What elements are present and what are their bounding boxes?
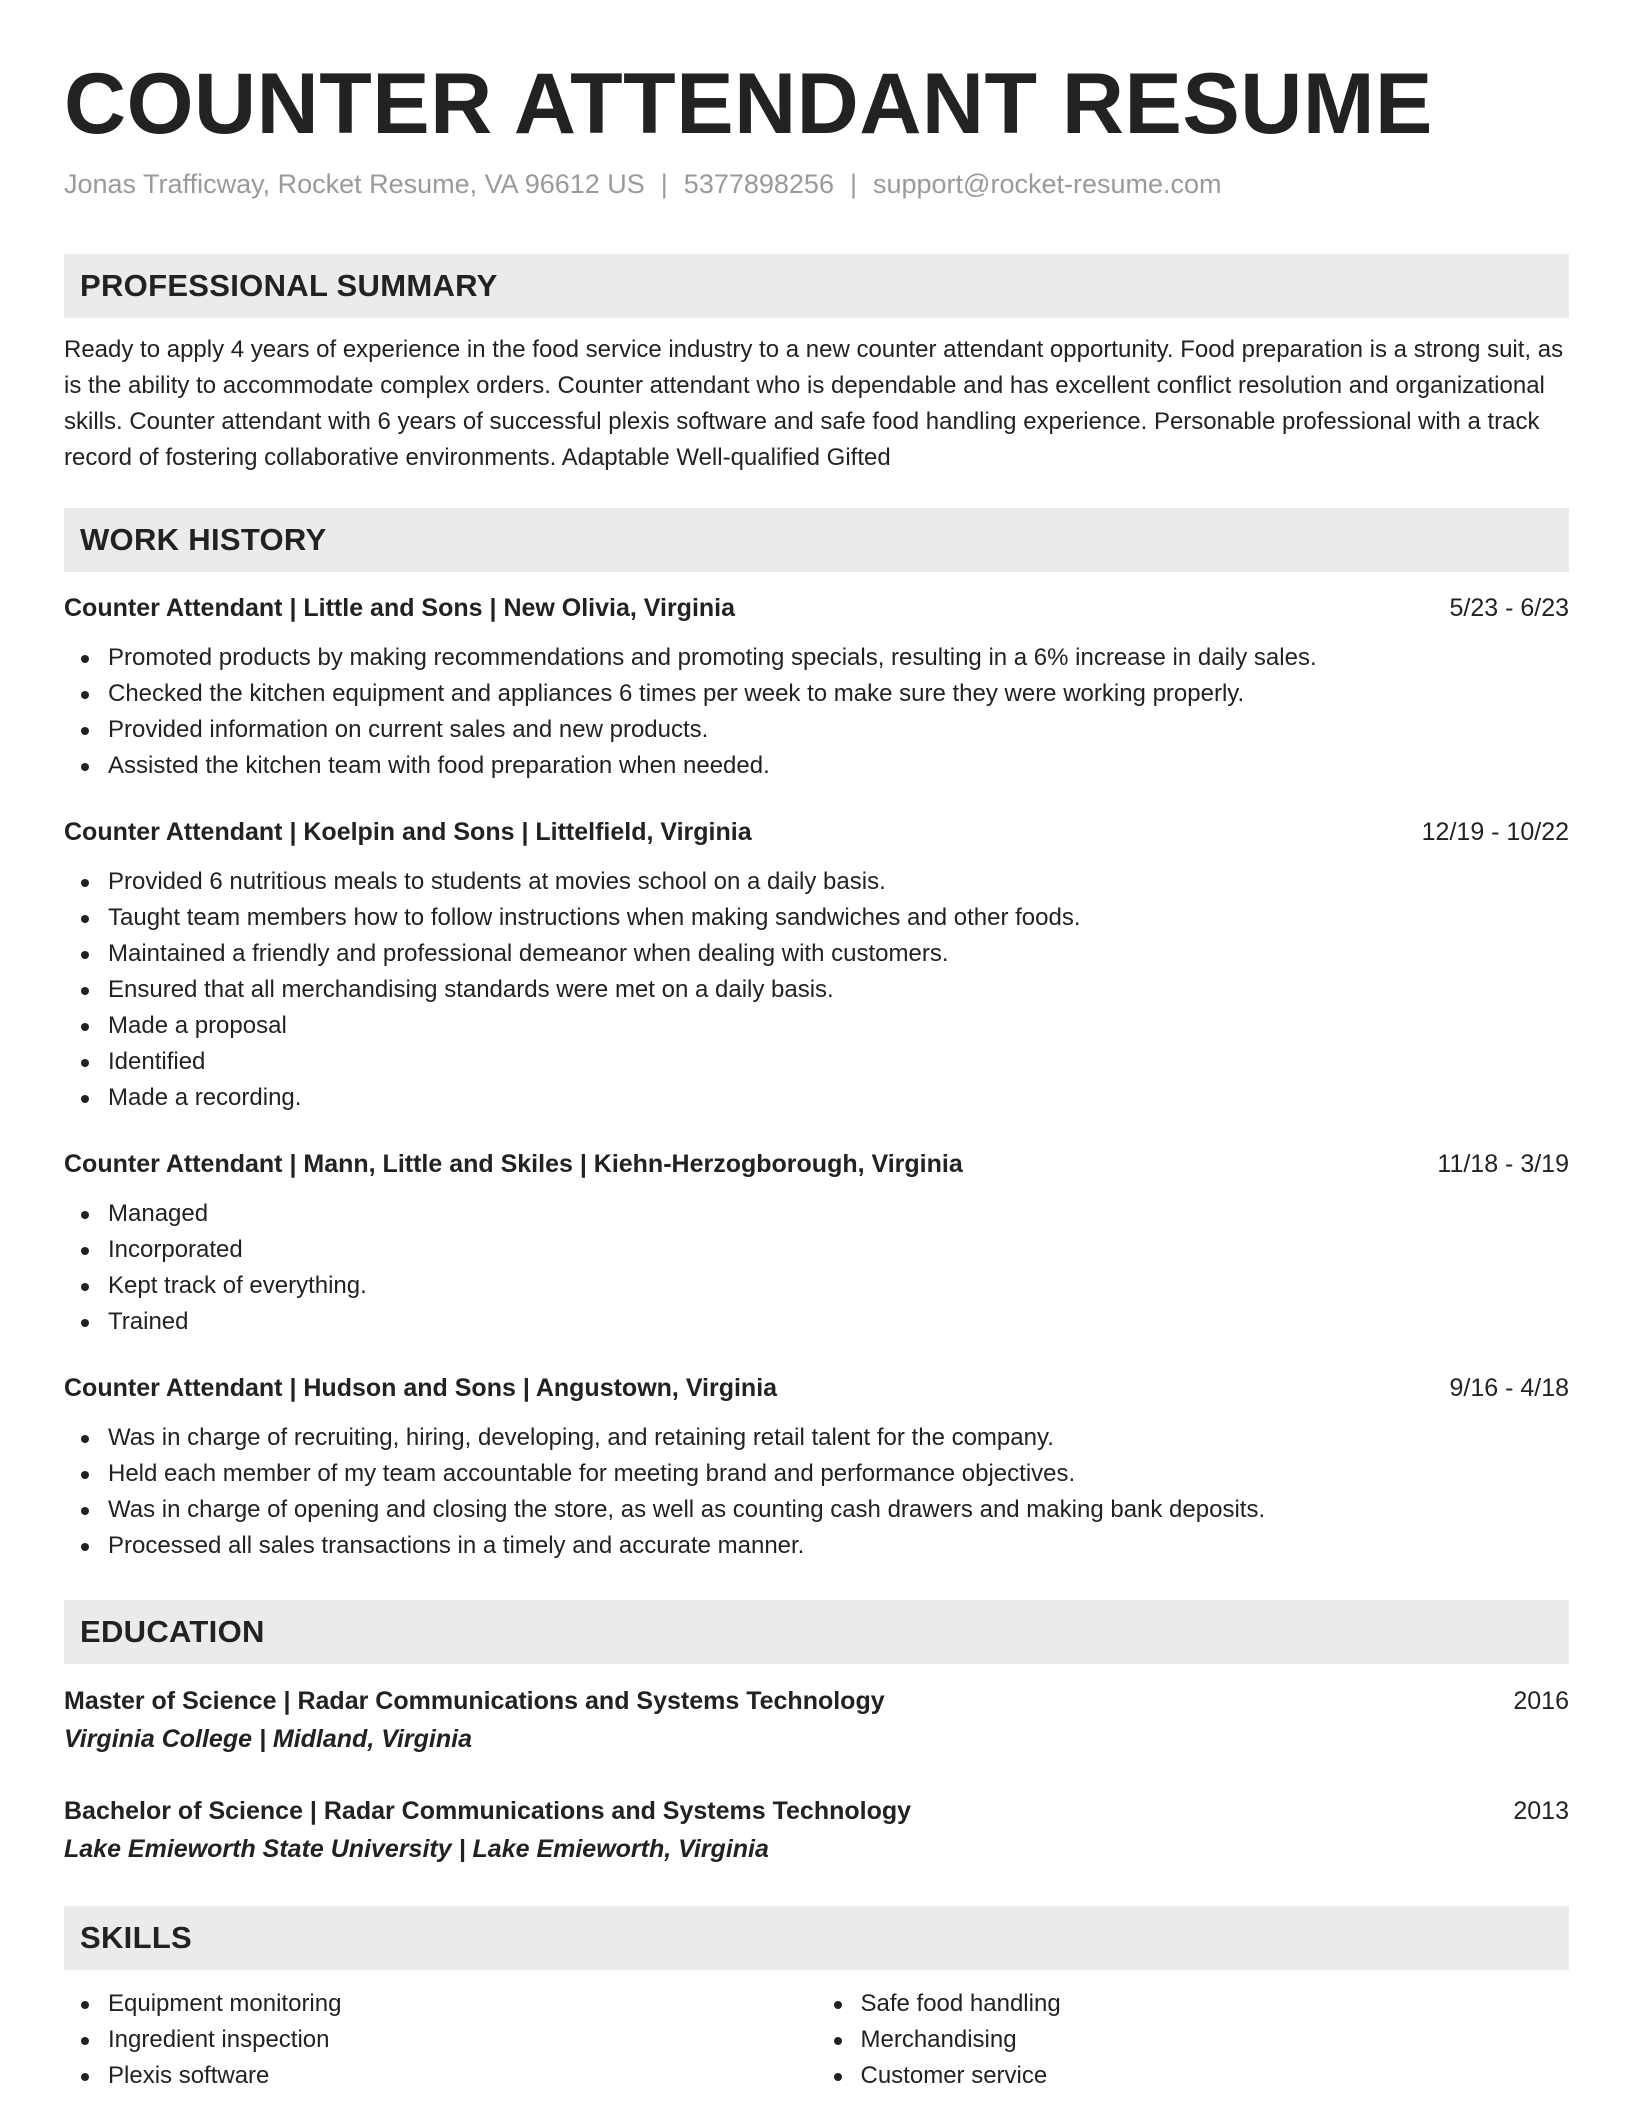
contact-separator: |: [849, 169, 857, 199]
job-bullets: [64, 1420, 1569, 1564]
job-bullet: Assisted the kitchen team with food preparation when needed.: [108, 748, 1569, 784]
job-bullet: Identified: [108, 1044, 1569, 1080]
skills-list-left: [64, 1986, 817, 2094]
job-bullet: Ensured that all merchandising standards were met on a daily basis.: [108, 972, 1569, 1008]
education-section: [64, 1600, 1569, 1868]
job-bullet: Provided 6 nutritious meals to students at movies school on a daily basis.: [108, 864, 1569, 900]
skill-item: Merchandising: [861, 2022, 1570, 2058]
education-entry: [64, 1792, 1569, 1868]
skills-columns: [64, 1986, 1569, 2094]
skill-item: Equipment monitoring: [108, 1986, 817, 2022]
section-header-skills: SKILLS: [64, 1906, 1569, 1970]
contact-line: [64, 166, 1569, 202]
job-bullet: Was in charge of opening and closing the store, as well as counting cash drawers and making bank deposits.: [108, 1492, 1569, 1528]
job-bullet: Checked the kitchen equipment and appliances 6 times per week to make sure they were working properly.: [108, 676, 1569, 712]
skills-section: [64, 1906, 1569, 2094]
job-entry: [64, 814, 1569, 1116]
contact-email: support@rocket-resume.com: [872, 169, 1222, 199]
job-dates: 9/16 - 4/18: [1449, 1374, 1569, 1402]
job-header: [64, 814, 1569, 850]
education-year: 2013: [1513, 1797, 1569, 1825]
job-bullets: [64, 864, 1569, 1116]
education-school: Virginia College | Midland, Virginia: [64, 1725, 472, 1753]
job-dates: 5/23 - 6/23: [1449, 594, 1569, 622]
job-bullet: Trained: [108, 1304, 1569, 1340]
contact-phone: 5377898256: [683, 169, 834, 199]
job-bullet: Was in charge of recruiting, hiring, developing, and retaining retail talent for the company.: [108, 1420, 1569, 1456]
job-dates: 12/19 - 10/22: [1421, 818, 1569, 846]
contact-separator: |: [660, 169, 668, 199]
job-bullet: Provided information on current sales and new products.: [108, 712, 1569, 748]
job-bullet: Taught team members how to follow instructions when making sandwiches and other foods.: [108, 900, 1569, 936]
job-entry: [64, 1146, 1569, 1340]
job-entry: [64, 590, 1569, 784]
education-year: 2016: [1513, 1687, 1569, 1715]
summary-section: [64, 254, 1569, 476]
work-history-section: [64, 508, 1569, 1564]
job-title: Counter Attendant | Little and Sons | New Olivia, Virginia: [64, 594, 736, 622]
education-degree: Master of Science | Radar Communications and Systems Technology: [64, 1687, 885, 1715]
job-header: [64, 590, 1569, 626]
education-entry: [64, 1682, 1569, 1758]
job-bullets: [64, 1196, 1569, 1340]
education-degree: Bachelor of Science | Radar Communications and Systems Technology: [64, 1797, 912, 1825]
job-title: Counter Attendant | Koelpin and Sons | Littelfield, Virginia: [64, 818, 752, 846]
skill-item: Plexis software: [108, 2058, 817, 2094]
job-header: [64, 1370, 1569, 1406]
skill-item: Customer service: [861, 2058, 1570, 2094]
job-bullet: Made a recording.: [108, 1080, 1569, 1116]
section-header-summary: PROFESSIONAL SUMMARY: [64, 254, 1569, 318]
contact-address: Jonas Trafficway, Rocket Resume, VA 96612 US: [64, 169, 645, 199]
job-bullet: Incorporated: [108, 1232, 1569, 1268]
job-bullets: [64, 640, 1569, 784]
skill-item: Ingredient inspection: [108, 2022, 817, 2058]
job-dates: 11/18 - 3/19: [1437, 1150, 1569, 1178]
job-title: Counter Attendant | Mann, Little and Skiles | Kiehn-Herzogborough, Virginia: [64, 1150, 963, 1178]
skills-list-right: [817, 1986, 1570, 2094]
job-bullet: Kept track of everything.: [108, 1268, 1569, 1304]
education-header: [64, 1792, 1569, 1830]
section-header-work-history: WORK HISTORY: [64, 508, 1569, 572]
education-school: Lake Emieworth State University | Lake Emieworth, Virginia: [64, 1835, 769, 1863]
skill-item: Safe food handling: [861, 1986, 1570, 2022]
job-bullet: Made a proposal: [108, 1008, 1569, 1044]
job-bullet: Promoted products by making recommendations and promoting specials, resulting in a 6% increase in daily sales.: [108, 640, 1569, 676]
job-bullet: Processed all sales transactions in a timely and accurate manner.: [108, 1528, 1569, 1564]
page-title: COUNTER ATTENDANT RESUME: [64, 56, 1433, 152]
section-header-education: EDUCATION: [64, 1600, 1569, 1664]
summary-text: Ready to apply 4 years of experience in the food service industry to a new counter attendant opportunity. Food preparation is a strong suit, as is the ability to accommodate complex orders. Counter attendant who is dependable and has excellent conflict resolution and organizational skills. Counter attendant with 6 years of successful plexis software and safe food handling experience. Personable professional with a track record of fostering collaborative environments. Adaptable Well-qualified Gifted: [64, 336, 1564, 471]
job-bullet: Held each member of my team accountable for meeting brand and performance objectives.: [108, 1456, 1569, 1492]
job-title: Counter Attendant | Hudson and Sons | Angustown, Virginia: [64, 1374, 778, 1402]
education-header: [64, 1682, 1569, 1720]
job-bullet: Maintained a friendly and professional demeanor when dealing with customers.: [108, 936, 1569, 972]
job-entry: [64, 1370, 1569, 1564]
job-header: [64, 1146, 1569, 1182]
job-bullet: Managed: [108, 1196, 1569, 1232]
